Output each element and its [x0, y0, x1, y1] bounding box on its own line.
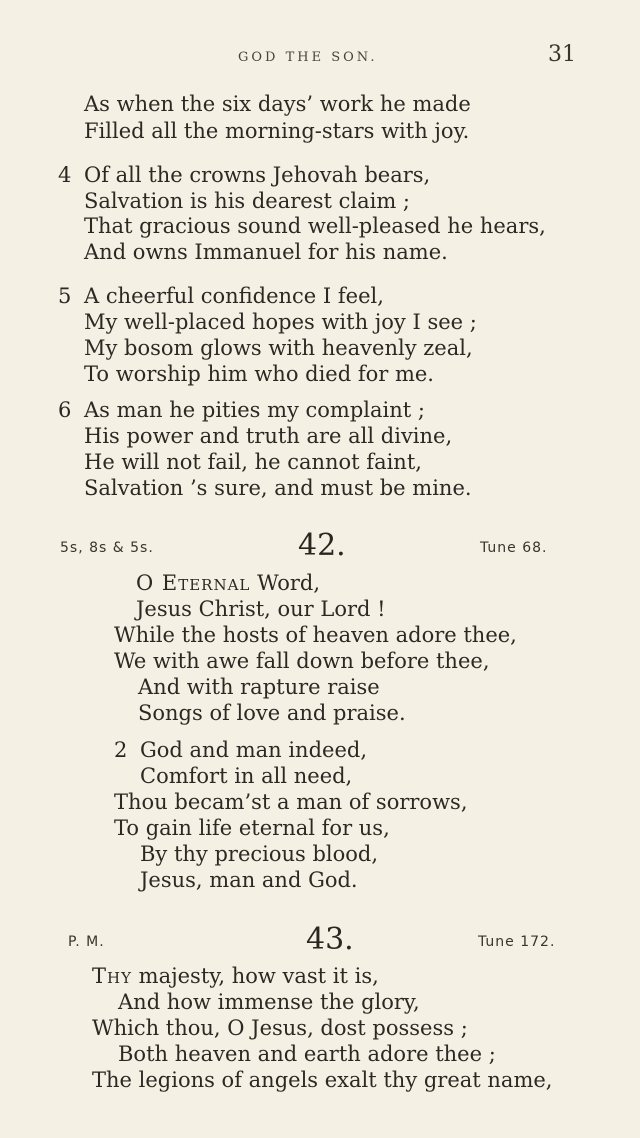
- hymn-number: 42.: [298, 528, 346, 563]
- verse-line: That gracious sound well-pleased he hears,: [84, 214, 546, 238]
- verse-number: 5: [58, 284, 72, 308]
- hymn-meter: 5s, 8s & 5s.: [60, 540, 154, 556]
- verse-line: He will not fail, he cannot faint,: [84, 450, 422, 474]
- verse-line: Thou becam’st a man of sorrows,: [114, 790, 468, 814]
- hymn-tune: Tune 68.: [480, 540, 548, 556]
- verse-line: God and man indeed,: [140, 738, 367, 762]
- verse-line: Which thou, O Jesus, dost possess ;: [92, 1016, 468, 1040]
- verse-number: 4: [58, 163, 72, 187]
- verse-line: By thy precious blood,: [140, 842, 379, 866]
- verse-line: Of all the crowns Jehovah bears,: [84, 163, 431, 187]
- first-words-smallcaps: O Eternal: [136, 571, 251, 595]
- verse-line: While the hosts of heaven adore thee,: [114, 623, 517, 647]
- verse-number: 2: [114, 738, 128, 762]
- hymn-meter: P. M.: [68, 934, 105, 950]
- verse-line: His power and truth are all divine,: [84, 424, 453, 448]
- verse-line: Salvation ’s sure, and must be mine.: [84, 476, 472, 500]
- verse-line: As man he pities my complaint ;: [84, 398, 425, 422]
- verse-line: My bosom glows with heavenly zeal,: [84, 336, 473, 360]
- verse-line-rest: Word,: [250, 571, 321, 595]
- verse-line: Salvation is his dearest claim ;: [84, 189, 410, 213]
- hymn-number: 43.: [306, 922, 354, 957]
- verse-line: To gain life eternal for us,: [114, 816, 390, 840]
- verse-line-first: [136, 570, 320, 596]
- verse-line-first: [92, 963, 379, 989]
- verse-line: We with awe fall down before thee,: [114, 649, 490, 673]
- verse-line: Both heaven and earth adore thee ;: [118, 1042, 496, 1066]
- first-word-smallcaps: Thy: [92, 964, 132, 988]
- verse-line: Songs of love and praise.: [138, 701, 406, 725]
- verse-line: And owns Immanuel for his name.: [84, 240, 448, 264]
- verse-line: And with rapture raise: [138, 675, 380, 699]
- running-title: GOD THE SON.: [238, 50, 378, 65]
- verse-line: Comfort in all need,: [140, 764, 353, 788]
- verse-line-rest: majesty, how vast it is,: [132, 964, 379, 988]
- verse-line: Jesus, man and God.: [140, 868, 358, 892]
- hymn-tune: Tune 172.: [478, 934, 556, 950]
- verse-line: The legions of angels exalt thy great name,: [92, 1068, 553, 1092]
- verse-number: 6: [58, 398, 72, 422]
- verse-line: Filled all the morning-stars with joy.: [84, 119, 470, 143]
- page-number: 31: [548, 42, 576, 67]
- verse-line: To worship him who died for me.: [84, 362, 434, 386]
- verse-line: My well-placed hopes with joy I see ;: [84, 310, 477, 334]
- verse-line: A cheerful confidence I feel,: [84, 284, 384, 308]
- verse-line: As when the six days’ work he made: [84, 92, 471, 116]
- verse-line: Jesus Christ, our Lord !: [136, 597, 386, 621]
- verse-line: And how immense the glory,: [118, 990, 420, 1014]
